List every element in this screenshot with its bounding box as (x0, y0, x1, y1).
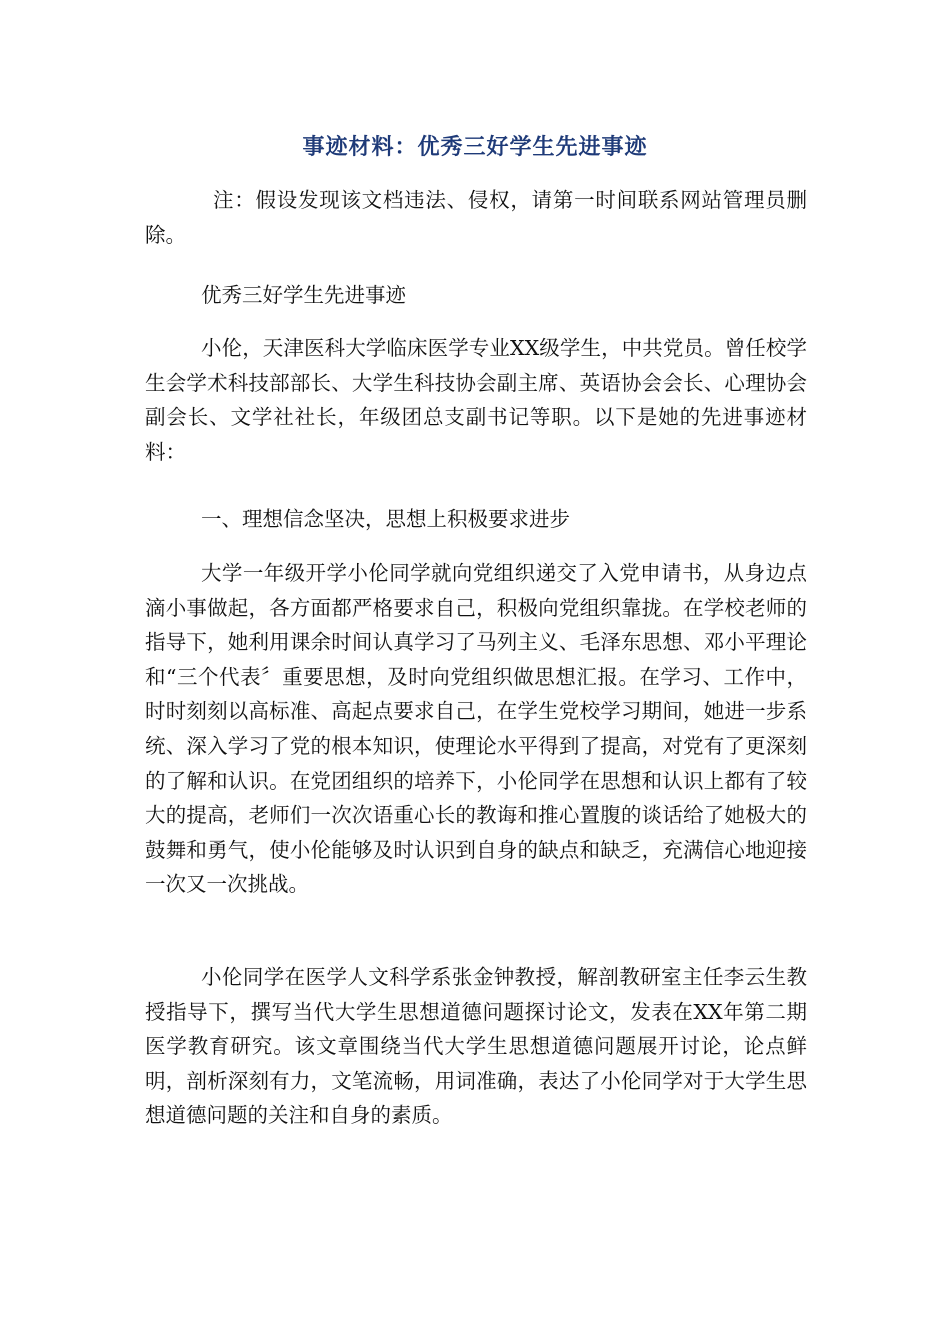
paragraph-party-progress: 大学一年级开学小伦同学就向党组织递交了入党申请书，从身边点滴小事做起，各方面都严格要求自己，积极向党组织靠拢。在学校老师的指导下，她利用课余时间认真学习了马列主义、毛泽东思想、邓小平理论和“三个代表〞重要思想，及时向党组织做思想汇报。在学习、工作中，时时刻刻以高标准、高起点要求自己，在学生党校学习期间，她进一步系统、深入学习了党的根本知识，使理论水平得到了提高，对党有了更深刻的了解和认识。在党团组织的培养下，小伦同学在思想和认识上都有了较大的提高，老师们一次次语重心长的教诲和推心置腹的谈话给了她极大的鼓舞和勇气，使小伦能够及时认识到自身的缺点和缺乏，充满信心地迎接一次又一次挑战。 (145, 561, 807, 897)
paragraph-paper-publication: 小伦同学在医学人文科学系张金钟教授，解剖教研室主任李云生教授指导下，撰写当代大学生思想道德问题探讨论文，发表在XX年第二期医学教育研究。该文章围绕当代大学生思想道德问题展开讨论，论点鲜明，剖析深刻有力，文笔流畅，用词准确，表达了小伦同学对于大学生思想道德问题的关注和自身的素质。 (145, 965, 807, 1128)
section-heading-1: 一、理想信念坚决，思想上积极要求进步 (201, 507, 570, 531)
paragraph-intro: 小伦，天津医科大学临床医学专业XX级学生，中共党员。曾任校学生会学术科技部部长、大学生科技协会副主席、英语协会会长、心理协会副会长、文学社社长，年级团总支副书记等职。以下是她的先进事迹材料： (145, 336, 807, 464)
document-title: 事迹材料：优秀三好学生先进事迹 (302, 135, 648, 160)
document-subtitle: 优秀三好学生先进事迹 (201, 283, 406, 307)
notice-paragraph: 注：假设发现该文档违法、侵权，请第一时间联系网站管理员删除。 (145, 188, 807, 247)
